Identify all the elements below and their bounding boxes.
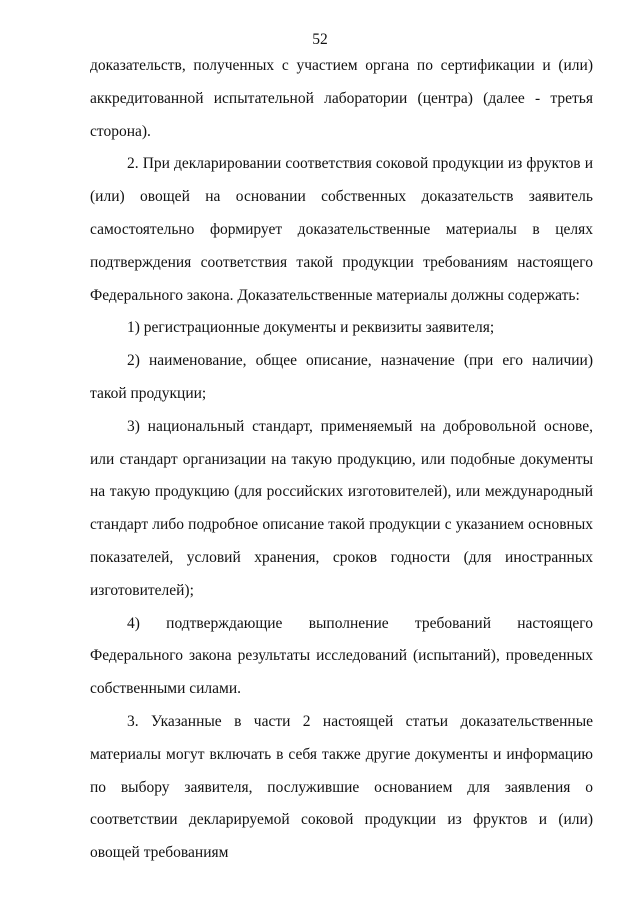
- paragraph-continuation: доказательств, полученных с участием органа по сертификации и (или) аккредитованной испытательной лаборатории (центра) (далее - третья сторона).: [90, 57, 593, 140]
- list-item-2: 2) наименование, общее описание, назначение (при его наличии) такой продукции;: [90, 352, 593, 402]
- document-body: [90, 50, 593, 870]
- list-item-4: 4) подтверждающие выполнение требований настоящего Федерального закона результаты исследований (испытаний), проведенных собственными силами.: [90, 614, 593, 698]
- paragraph-clause-3: 3. Указанные в части 2 настоящей статьи доказательственные материалы могут включать в себя также другие документы и информацию по выбору заявителя, послужившие основанием для заявления о соответствии декларируемой соковой продукции из фруктов и (или) овощей требованиям: [90, 712, 593, 862]
- page-number: 52: [312, 31, 328, 48]
- paragraph-clause-2: 2. При декларировании соответствия соковой продукции из фруктов и (или) овощей на основании собственных доказательств заявитель самостоятельно формирует доказательственные материалы в целях подтверждения соответствия такой продукции требованиям настоящего Федерального закона. Доказательственные материалы должны содержать:: [90, 155, 593, 304]
- list-item-1: 1) регистрационные документы и реквизиты заявителя;: [127, 319, 495, 337]
- list-item-3: 3) национальный стандарт, применяемый на добровольной основе, или стандарт организации на такую продукцию, или подобные документы на такую продукцию (для российских изготовителей), или международный стандарт либо подробное описание такой продукции с указанием основных показателей, условий хранения, сроков годности (для иностранных изготовителей);: [90, 417, 593, 599]
